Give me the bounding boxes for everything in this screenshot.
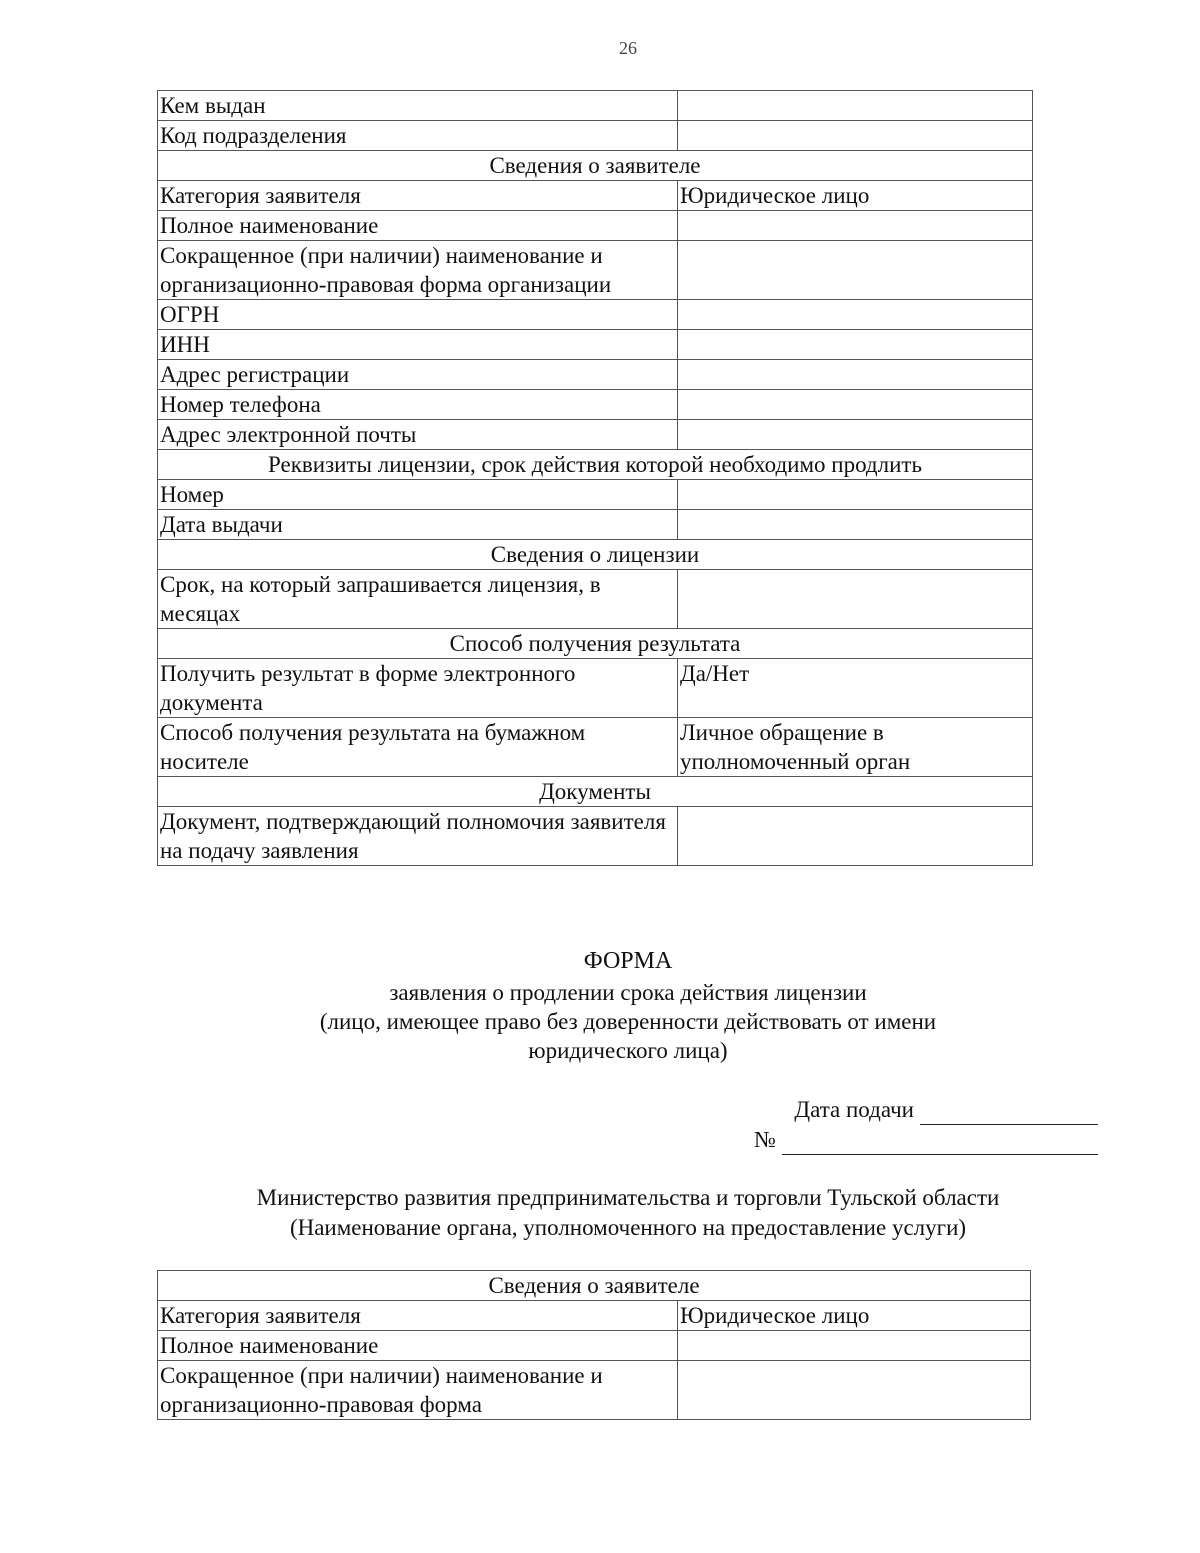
field-label: Категория заявителя: [158, 181, 678, 211]
section-header: Документы: [158, 777, 1033, 807]
field-label: Получить результат в форме электронного документа: [158, 659, 678, 718]
section-header-row: [158, 151, 1033, 181]
field-value[interactable]: [678, 480, 1033, 510]
section-header: Сведения о заявителе: [158, 151, 1033, 181]
section-header-row: [158, 450, 1033, 480]
field-value[interactable]: [678, 420, 1033, 450]
field-value[interactable]: [678, 1331, 1031, 1361]
section-header: Сведения о заявителе: [158, 1271, 1031, 1301]
field-label: Полное наименование: [158, 211, 678, 241]
applicant-info-table: [157, 1270, 1031, 1420]
field-value[interactable]: [678, 241, 1033, 300]
field-value[interactable]: Юридическое лицо: [678, 181, 1033, 211]
submission-date-line: [700, 1095, 1098, 1125]
field-label: ОГРН: [158, 300, 678, 330]
field-value[interactable]: [678, 807, 1033, 866]
table-row: [158, 510, 1033, 540]
field-value[interactable]: Да/Нет: [678, 659, 1033, 718]
submission-date-label: Дата подачи: [794, 1097, 914, 1122]
table-row: [158, 570, 1033, 629]
submission-block: [700, 1095, 1098, 1155]
field-label: Дата выдачи: [158, 510, 678, 540]
field-label: ИНН: [158, 330, 678, 360]
table-row: [158, 330, 1033, 360]
authority-block: [0, 1183, 1200, 1243]
section-header-row: [158, 629, 1033, 659]
table-row: [158, 211, 1033, 241]
submission-number-line: [700, 1125, 1098, 1155]
submission-date-field[interactable]: [920, 1100, 1098, 1125]
applicant-info-body: [158, 1271, 1031, 1420]
field-label: Кем выдан: [158, 91, 678, 121]
field-value[interactable]: Личное обращение в уполномоченный орган: [678, 718, 1033, 777]
submission-number-field[interactable]: [782, 1130, 1098, 1155]
form-subtitle-line: заявления о продлении срока действия лицензии: [389, 980, 867, 1005]
field-value[interactable]: [678, 300, 1033, 330]
table-row: [158, 121, 1033, 151]
table-row: [158, 181, 1033, 211]
field-value[interactable]: [678, 510, 1033, 540]
section-header-row: [158, 540, 1033, 570]
table-row: [158, 360, 1033, 390]
applicant-details-table: [157, 90, 1033, 866]
field-value[interactable]: Юридическое лицо: [678, 1301, 1031, 1331]
page-number: 26: [619, 38, 637, 58]
table-row: [158, 807, 1033, 866]
field-value[interactable]: [678, 570, 1033, 629]
field-label: Код подразделения: [158, 121, 678, 151]
field-label: Адрес регистрации: [158, 360, 678, 390]
table-row: [158, 300, 1033, 330]
authority-name: Министерство развития предпринимательства и торговли Тульской области: [256, 1185, 1000, 1210]
field-label: Сокращенное (при наличии) наименование и организационно-правовая форма: [158, 1361, 678, 1420]
field-label: Номер телефона: [158, 390, 678, 420]
field-value[interactable]: [678, 330, 1033, 360]
field-label: Документ, подтверждающий полномочия заявителя на подачу заявления: [158, 807, 678, 866]
table-row: [158, 1331, 1031, 1361]
field-value[interactable]: [678, 360, 1033, 390]
table-row: [158, 659, 1033, 718]
form-subtitle: [0, 978, 1200, 1065]
field-value[interactable]: [678, 121, 1033, 151]
table-row: [158, 1361, 1031, 1420]
applicant-details-body: [158, 91, 1033, 866]
form-title: ФОРМА: [583, 948, 673, 974]
section-header: Сведения о лицензии: [158, 540, 1033, 570]
field-label: Категория заявителя: [158, 1301, 678, 1331]
field-label: Срок, на который запрашивается лицензия, в месяцах: [158, 570, 678, 629]
form-subtitle-line: юридического лица): [528, 1038, 728, 1063]
table-row: [158, 241, 1033, 300]
field-label: Сокращенное (при наличии) наименование и организационно-правовая форма организации: [158, 241, 678, 300]
field-value[interactable]: [678, 211, 1033, 241]
section-header-row: [158, 1271, 1031, 1301]
field-value[interactable]: [678, 1361, 1031, 1420]
section-header-row: [158, 777, 1033, 807]
field-label: Адрес электронной почты: [158, 420, 678, 450]
table-row: [158, 420, 1033, 450]
section-header: Способ получения результата: [158, 629, 1033, 659]
field-value[interactable]: [678, 91, 1033, 121]
table-row: [158, 390, 1033, 420]
table-row: [158, 480, 1033, 510]
table-row: [158, 718, 1033, 777]
form-subtitle-line: (лицо, имеющее право без доверенности действовать от имени: [319, 1009, 937, 1034]
section-header: Реквизиты лицензии, срок действия которой необходимо продлить: [158, 450, 1033, 480]
field-label: Способ получения результата на бумажном носителе: [158, 718, 678, 777]
table-row: [158, 1301, 1031, 1331]
table-row: [158, 91, 1033, 121]
field-value[interactable]: [678, 390, 1033, 420]
field-label: Номер: [158, 480, 678, 510]
submission-number-label: №: [754, 1127, 776, 1152]
authority-caption: (Наименование органа, уполномоченного на предоставление услуги): [289, 1215, 967, 1240]
field-label: Полное наименование: [158, 1331, 678, 1361]
